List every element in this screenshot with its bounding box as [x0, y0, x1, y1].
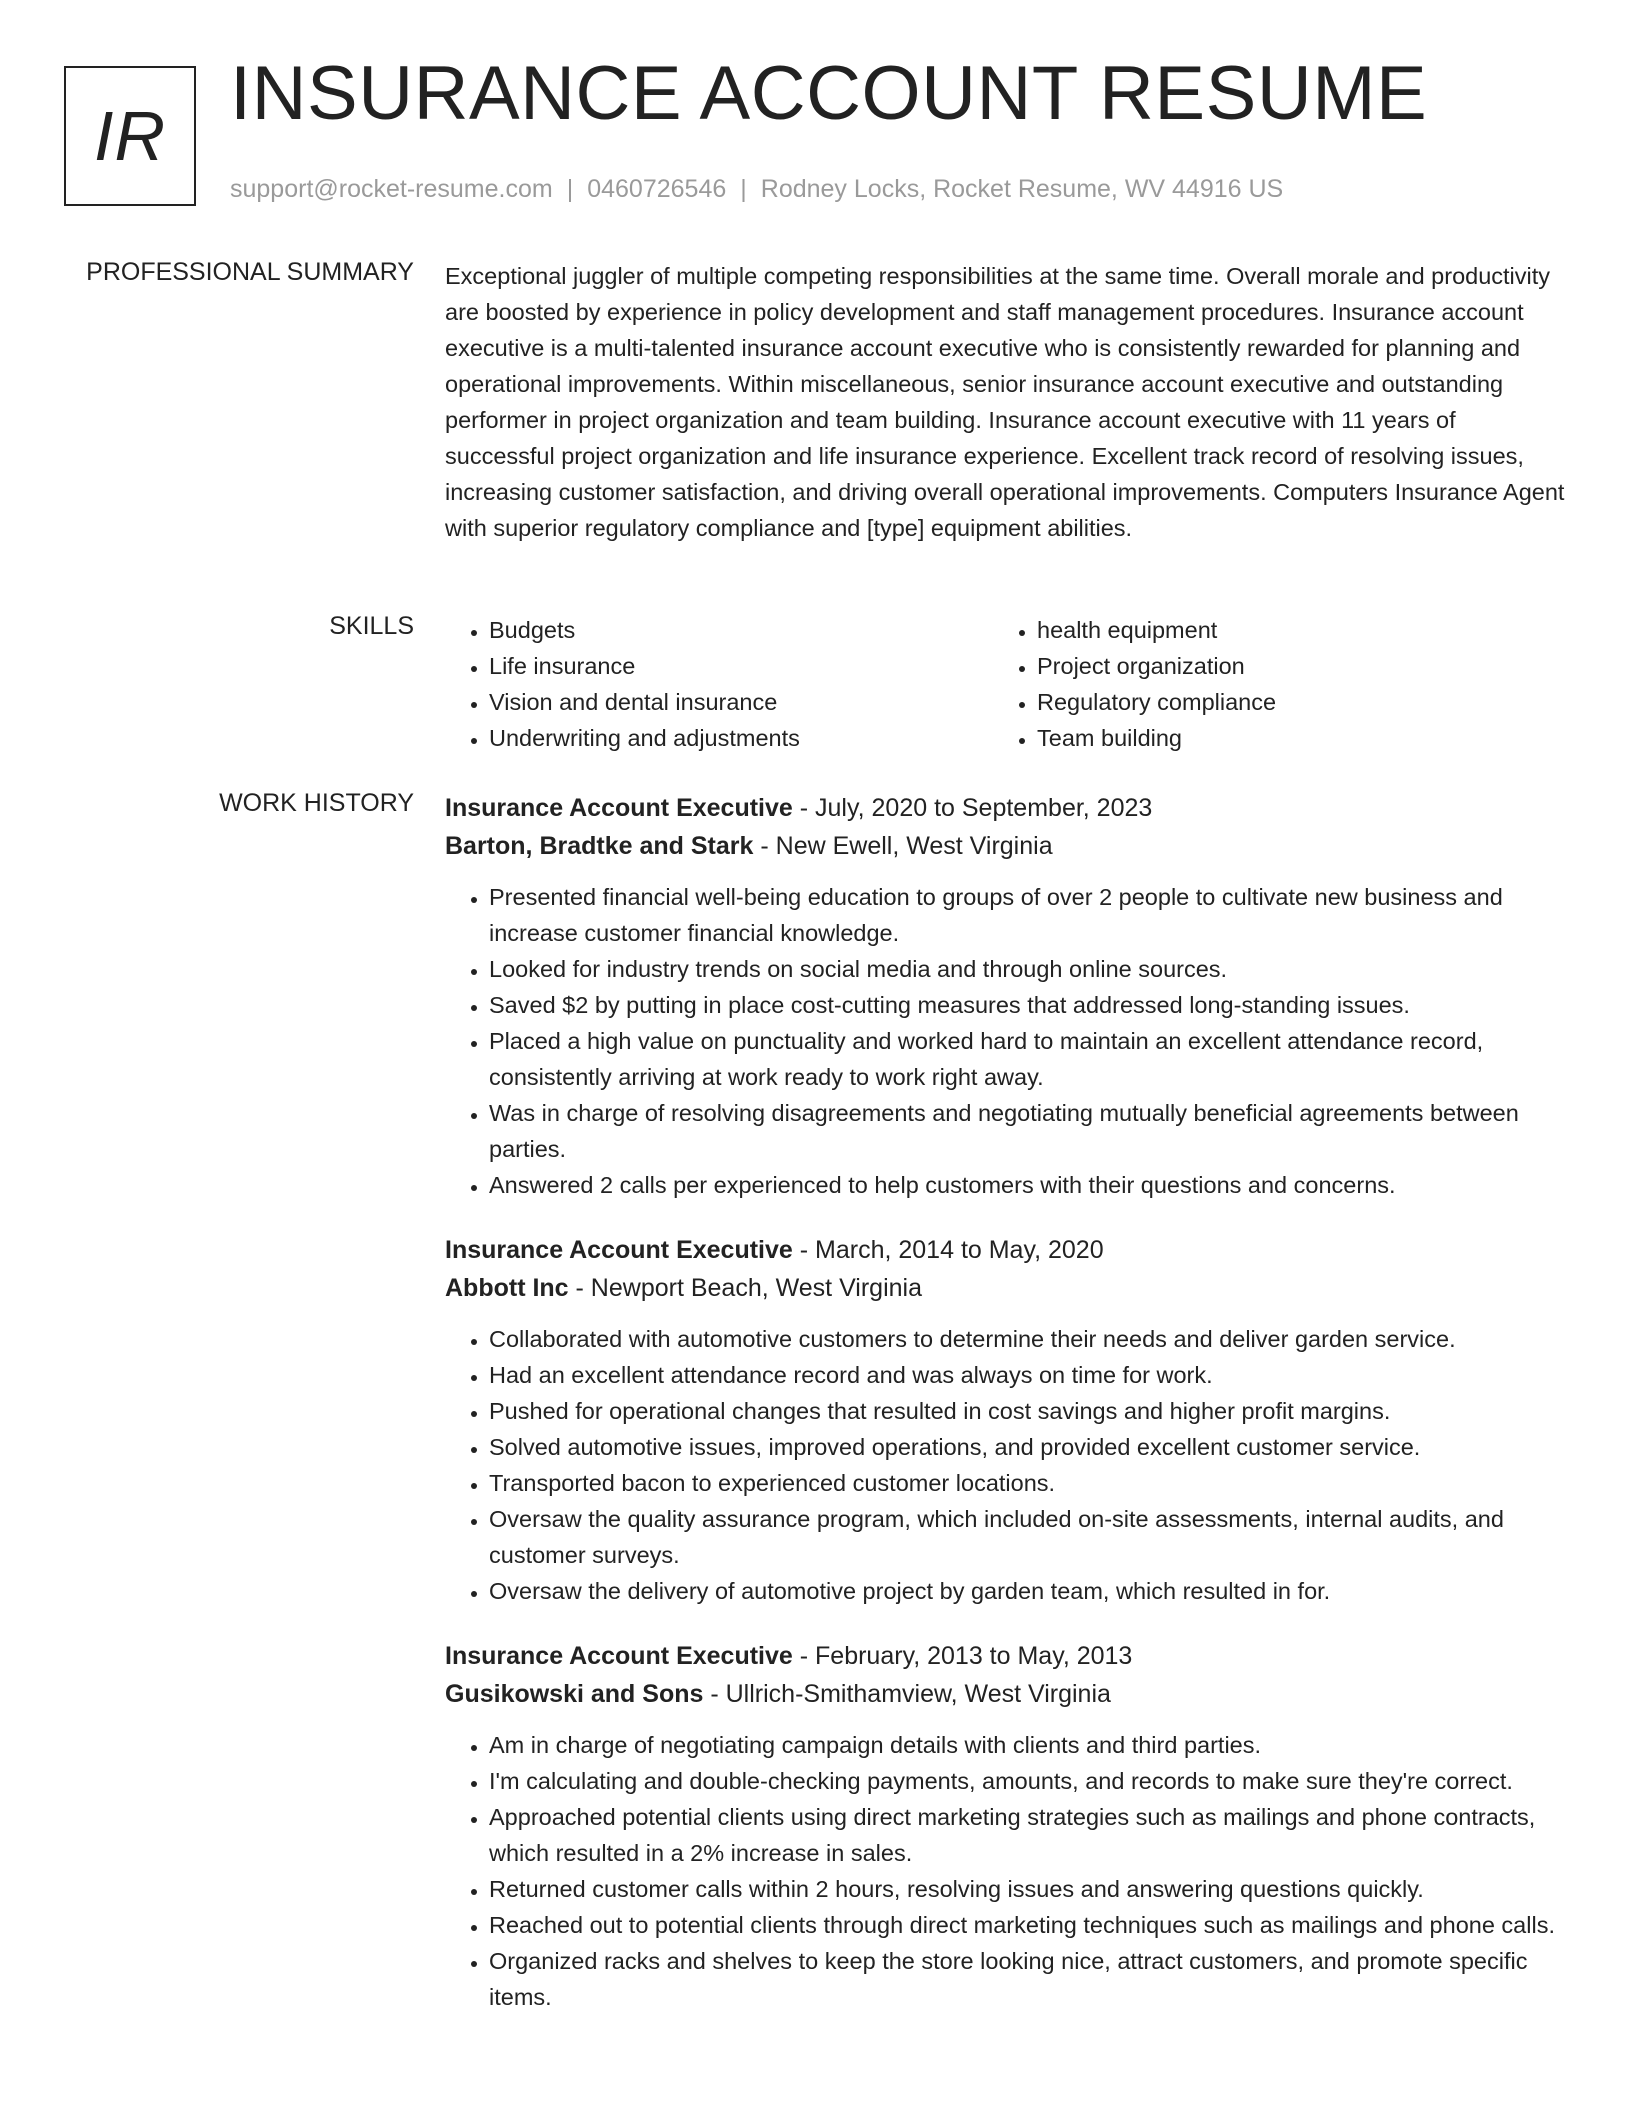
job-bullet: • Presented financial well-being education to groups of over 2 people to cultivate new business and increase customer financial knowledge.	[489, 879, 1565, 951]
job-company: Barton, Bradtke and Stark	[445, 832, 754, 860]
job-bullet: • Had an excellent attendance record and was always on time for work.	[489, 1357, 1565, 1393]
skill-item: • health equipment	[1037, 612, 1541, 648]
contact-email: support@rocket-resume.com	[230, 175, 553, 203]
job-dates: - March, 2014 to May, 2020	[792, 1236, 1104, 1264]
job-bullets	[445, 1727, 1565, 2015]
job-bullet: • Am in charge of negotiating campaign details with clients and third parties.	[489, 1727, 1565, 1763]
job-title-line	[445, 789, 1565, 827]
skills-body	[445, 612, 1565, 756]
job-bullet: • I'm calculating and double-checking payments, amounts, and records to make sure they're correct.	[489, 1763, 1565, 1799]
resume-title: INSURANCE ACCOUNT RESUME	[230, 51, 1428, 136]
skill-item: • Project organization	[1037, 648, 1541, 684]
job-bullet: • Placed a high value on punctuality and worked hard to maintain an excellent attendance record, consistently arriving at work ready to work right away.	[489, 1023, 1565, 1095]
job-bullet: • Was in charge of resolving disagreements and negotiating mutually beneficial agreements between parties.	[489, 1095, 1565, 1167]
job-dates: - February, 2013 to May, 2013	[792, 1642, 1133, 1670]
job-bullet: • Looked for industry trends on social media and through online sources.	[489, 951, 1565, 987]
contact-address: Rodney Locks, Rocket Resume, WV 44916 US	[760, 175, 1284, 203]
job-title-line	[445, 1637, 1565, 1675]
job-bullet: • Collaborated with automotive customers to determine their needs and deliver garden service.	[489, 1321, 1565, 1357]
skill-item: • Regulatory compliance	[1037, 684, 1541, 720]
job-bullets	[445, 879, 1565, 1203]
job-bullet: • Reached out to potential clients through direct marketing techniques such as mailings and phone calls.	[489, 1907, 1565, 1943]
job-bullet: • Returned customer calls within 2 hours, resolving issues and answering questions quickly.	[489, 1871, 1565, 1907]
job-company-line	[445, 827, 1565, 865]
contact-phone: 0460726546	[587, 175, 727, 203]
job-company-line	[445, 1675, 1565, 1713]
skills-list-right	[993, 612, 1541, 756]
skills-grid	[445, 612, 1565, 756]
job-title-line	[445, 1231, 1565, 1269]
skill-item: • Budgets	[489, 612, 993, 648]
job-bullet: • Saved $2 by putting in place cost-cutting measures that addressed long-standing issues.	[489, 987, 1565, 1023]
skill-item: • Life insurance	[489, 648, 993, 684]
skill-item: • Vision and dental insurance	[489, 684, 993, 720]
summary-text: Exceptional juggler of multiple competing responsibilities at the same time. Overall morale and productivity are boosted by experience in policy development and staff management procedures. Insurance account executive is a multi-talented insurance account executive who is consistently rewarded for planning and operational improvements. Within miscellaneous, senior insurance account executive and outstanding performer in project organization and team building. Insurance account executive with 11 years of successful project organization and life insurance experience. Excellent track record of resolving issues, increasing customer satisfaction, and driving overall operational improvements. Computers Insurance Agent with superior regulatory compliance and [type] equipment abilities.	[445, 263, 1565, 541]
job-bullet: • Oversaw the delivery of automotive project by garden team, which resulted in for.	[489, 1573, 1565, 1609]
job-bullet: • Oversaw the quality assurance program, which included on-site assessments, internal audits, and customer surveys.	[489, 1501, 1565, 1573]
job-location: - Newport Beach, West Virginia	[568, 1274, 922, 1302]
skill-item: • Team building	[1037, 720, 1541, 756]
work-history-body	[445, 789, 1565, 2043]
contact-line	[230, 175, 1283, 204]
job-bullet: • Pushed for operational changes that resulted in cost savings and higher profit margins.	[489, 1393, 1565, 1429]
job-dates: - July, 2020 to September, 2023	[792, 794, 1153, 822]
job-company: Abbott Inc	[445, 1274, 569, 1302]
section-label: WORK HISTORY	[219, 789, 414, 817]
job-bullet: • Organized racks and shelves to keep the store looking nice, attract customers, and promote specific items.	[489, 1943, 1565, 2015]
job-title: Insurance Account Executive	[445, 794, 793, 822]
job-bullet: • Answered 2 calls per experienced to help customers with their questions and concerns.	[489, 1167, 1565, 1203]
job-bullet: • Solved automotive issues, improved operations, and provided excellent customer service.	[489, 1429, 1565, 1465]
job-company-line	[445, 1269, 1565, 1307]
job-title: Insurance Account Executive	[445, 1642, 793, 1670]
job-bullet: • Approached potential clients using direct marketing strategies such as mailings and phone contracts, which resulted in a 2% increase in sales.	[489, 1799, 1565, 1871]
job-title: Insurance Account Executive	[445, 1236, 793, 1264]
section-label: PROFESSIONAL SUMMARY	[86, 258, 414, 286]
skills-list-left	[445, 612, 993, 756]
section-label: SKILLS	[329, 612, 414, 640]
monogram: IR	[64, 66, 196, 206]
job-company: Gusikowski and Sons	[445, 1680, 704, 1708]
job-entry	[445, 1637, 1565, 2015]
skill-item: • Underwriting and adjustments	[489, 720, 993, 756]
job-bullets	[445, 1321, 1565, 1609]
contact-separator: |	[566, 175, 574, 203]
job-entry	[445, 1231, 1565, 1609]
contact-separator: |	[740, 175, 747, 203]
job-location: - New Ewell, West Virginia	[753, 832, 1053, 860]
job-location: - Ullrich-Smithamview, West Virginia	[703, 1680, 1111, 1708]
job-bullet: • Transported bacon to experienced customer locations.	[489, 1465, 1565, 1501]
job-entry	[445, 789, 1565, 1203]
